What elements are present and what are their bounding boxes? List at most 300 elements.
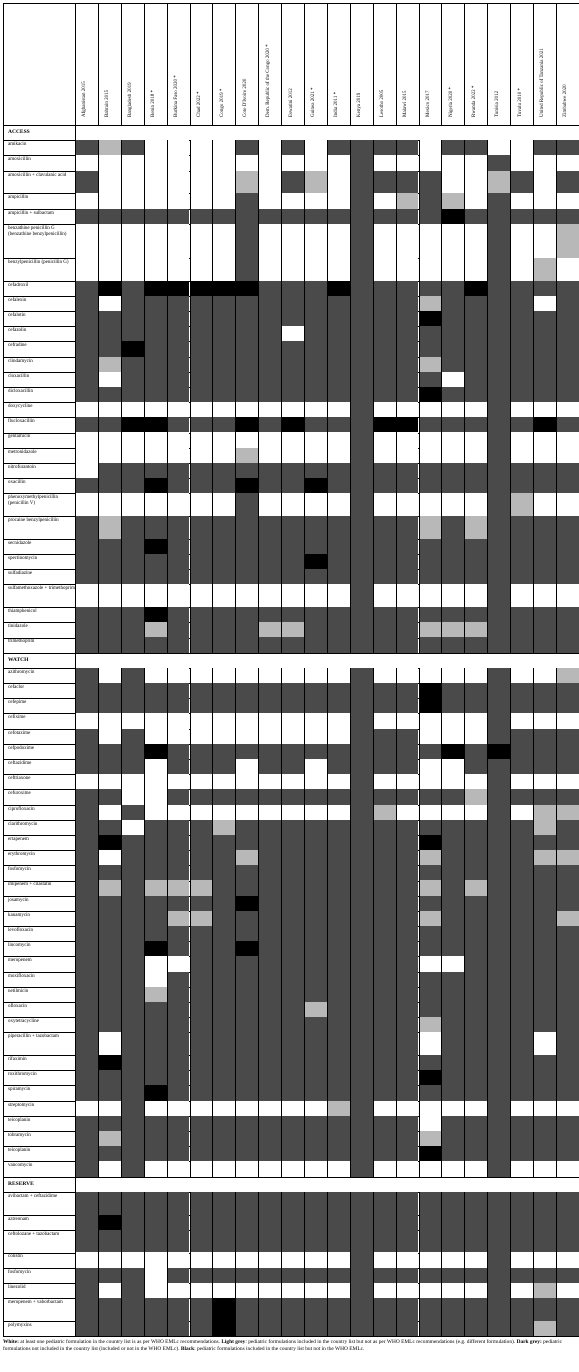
table-cell [75,880,98,895]
table-cell [75,463,98,478]
table-cell [419,357,442,372]
table-cell [373,296,396,311]
table-cell [144,880,167,895]
table-cell [533,478,556,493]
table-cell [487,713,510,728]
table-cell [350,584,373,607]
table-cell [167,1230,190,1253]
table-cell [212,224,235,258]
table-cell [419,258,442,281]
table-cell [212,1230,235,1253]
table-cell [258,224,281,258]
table-cell [98,805,121,820]
table-cell [304,698,327,713]
table-cell [419,341,442,356]
table-cell [144,171,167,194]
table-cell [75,1321,98,1336]
table-cell [419,311,442,326]
table-cell [258,554,281,569]
table-cell [258,569,281,584]
table-cell [304,417,327,432]
table-cell [327,774,350,789]
table-cell [556,607,579,622]
table-cell [327,729,350,744]
table-cell [190,1283,213,1298]
table-cell [235,911,258,926]
drug-label: levofloxacin [8,928,33,933]
table-cell [556,372,579,387]
table-cell [167,1283,190,1298]
table-cell [556,171,579,194]
drug-label: procaine benzylpenicillin [8,518,59,523]
table-cell [533,1101,556,1116]
table-cell [98,1017,121,1032]
table-cell [212,926,235,941]
drug-label: erythromycin [8,852,35,858]
table-cell [533,516,556,539]
table-cell [167,1055,190,1070]
table-cell [281,1268,304,1283]
table-cell [487,193,510,208]
table-cell [396,1017,419,1032]
table-cell [487,972,510,987]
table-cell [121,1131,144,1146]
table-cell [281,516,304,539]
grid-line-v [98,3,99,1336]
table-cell [419,1032,442,1055]
table-cell [533,209,556,224]
table-cell [350,850,373,865]
drug-label: gentamicin [8,434,31,440]
table-cell [190,478,213,493]
table-cell [258,539,281,554]
table-cell [190,987,213,1002]
table-cell [441,448,464,463]
grid-line-v [510,3,511,1336]
drug-label: clarithromycin [8,821,38,827]
table-cell [304,281,327,296]
table-cell [98,1055,121,1070]
table-cell [167,311,190,326]
drug-label: amoxicillin [8,157,31,163]
table-cell [373,607,396,622]
table-cell [350,941,373,956]
table-cell [327,193,350,208]
table-cell [396,1032,419,1055]
table-cell [373,880,396,895]
table-cell [98,1131,121,1146]
section-band [76,1178,578,1192]
table-cell [121,224,144,258]
table-cell [167,865,190,880]
table-cell [487,432,510,447]
table-cell [464,713,487,728]
table-cell [121,729,144,744]
table-cell [350,683,373,698]
table-cell [304,820,327,835]
table-cell [98,326,121,341]
table-cell [533,713,556,728]
table-cell [121,209,144,224]
table-cell [327,554,350,569]
table-cell [235,1321,258,1336]
table-cell [144,668,167,683]
table-cell [327,607,350,622]
table-cell [281,171,304,194]
table-cell [235,326,258,341]
drug-label: metronidazole [8,449,37,455]
table-cell [75,744,98,759]
table-cell [304,402,327,417]
table-cell [350,341,373,356]
table-cell [190,402,213,417]
table-cell [556,296,579,311]
table-cell [144,1116,167,1131]
grid-line-v [212,3,213,1336]
table-cell [327,713,350,728]
table-cell [304,1321,327,1336]
table-cell [464,1032,487,1055]
table-cell [464,972,487,987]
table-cell [419,668,442,683]
table-cell [464,850,487,865]
table-cell [396,1116,419,1131]
table-cell [533,774,556,789]
table-cell [441,1055,464,1070]
table-cell [235,622,258,637]
table-cell [556,539,579,554]
country-header [373,3,396,125]
table-cell [167,296,190,311]
table-cell [167,926,190,941]
table-cell [350,1215,373,1230]
table-cell [327,140,350,155]
table-cell [441,835,464,850]
table-cell [441,1085,464,1100]
table-cell [350,357,373,372]
table-cell [350,311,373,326]
table-cell [98,865,121,880]
table-cell [510,372,533,387]
table-cell [327,956,350,971]
table-cell [235,1017,258,1032]
table-cell [510,850,533,865]
table-cell [510,569,533,584]
table-cell [419,805,442,820]
table-cell [98,896,121,911]
table-cell [235,341,258,356]
table-cell [327,1131,350,1146]
table-cell [281,835,304,850]
table-cell [258,774,281,789]
table-cell [304,880,327,895]
table-cell [144,607,167,622]
table-cell [350,387,373,402]
table-cell [373,584,396,607]
table-cell [98,713,121,728]
table-cell [419,865,442,880]
table-cell [258,402,281,417]
table-cell [464,1131,487,1146]
table-cell [327,417,350,432]
table-cell [533,539,556,554]
table-cell [487,584,510,607]
table-cell [75,1298,98,1321]
table-cell [464,637,487,652]
table-cell [419,193,442,208]
table-cell [167,941,190,956]
section-band [76,654,578,668]
table-cell [373,896,396,911]
table-cell [304,805,327,820]
table-cell [144,140,167,155]
table-cell [556,729,579,744]
table-cell [144,493,167,516]
table-cell [373,193,396,208]
table-cell [373,281,396,296]
table-cell [167,171,190,194]
table-cell [419,622,442,637]
table-cell [281,372,304,387]
table-cell [510,193,533,208]
table-cell [98,209,121,224]
table-cell [327,155,350,170]
table-cell [327,281,350,296]
table-cell [212,698,235,713]
table-cell [144,1268,167,1283]
table-cell [258,417,281,432]
table-cell [98,478,121,493]
table-cell [121,387,144,402]
table-cell [98,972,121,987]
table-cell [167,1085,190,1100]
table-cell [167,1101,190,1116]
table-cell [350,774,373,789]
table-cell [212,516,235,539]
table-cell [190,140,213,155]
table-cell [510,1085,533,1100]
table-cell [190,224,213,258]
table-cell [464,698,487,713]
table-cell [350,209,373,224]
table-cell [167,820,190,835]
table-cell [373,956,396,971]
table-cell [350,224,373,258]
table-cell [98,744,121,759]
table-cell [373,1321,396,1336]
table-cell [373,417,396,432]
table-cell [556,448,579,463]
table-cell [533,1032,556,1055]
table-cell [441,607,464,622]
table-cell [419,1298,442,1321]
table-cell [350,296,373,311]
table-cell [487,1032,510,1055]
table-cell [441,357,464,372]
table-cell [487,1252,510,1267]
table-cell [510,1161,533,1176]
drug-label: nitrofurantoin [8,464,36,470]
table-cell [556,1070,579,1085]
table-cell [396,668,419,683]
table-cell [304,209,327,224]
table-cell [98,911,121,926]
table-cell [212,774,235,789]
table-cell [144,622,167,637]
table-cell [396,372,419,387]
legend-black-text: : pediatric formulations included in the country list but not in the WHO EMLc. [194,1346,365,1352]
drug-label: clindamycin [8,358,33,364]
table-cell [373,698,396,713]
table-cell [304,729,327,744]
table-cell [235,1131,258,1146]
table-cell [441,224,464,258]
table-cell [121,357,144,372]
table-cell [464,193,487,208]
table-cell [121,941,144,956]
table-cell [281,668,304,683]
table-cell [167,448,190,463]
table-cell [419,281,442,296]
table-cell [396,478,419,493]
table-cell [121,1321,144,1336]
table-cell [304,668,327,683]
table-cell [190,683,213,698]
table-cell [327,1146,350,1161]
table-cell [144,1085,167,1100]
table-cell [98,539,121,554]
table-cell [75,1116,98,1131]
legend-white-term: White: [3,1339,19,1345]
table-cell [464,402,487,417]
table-cell [396,569,419,584]
table-cell [464,357,487,372]
table-cell [441,972,464,987]
table-cell [190,1298,213,1321]
table-cell [235,1085,258,1100]
table-cell [510,941,533,956]
table-cell [235,539,258,554]
table-cell [281,1252,304,1267]
table-cell [533,1192,556,1215]
table-cell [304,387,327,402]
table-cell [190,516,213,539]
table-cell [304,554,327,569]
table-cell [121,1283,144,1298]
table-cell [281,820,304,835]
drug-label: aztreonam [8,1216,29,1222]
table-cell [441,805,464,820]
table-cell [235,774,258,789]
table-cell [304,622,327,637]
table-cell [464,774,487,789]
grid-line-v [3,3,4,1336]
table-cell [556,1230,579,1253]
table-cell [212,417,235,432]
table-cell [75,683,98,698]
drug-label: piperacillin + tazobactam [8,1034,59,1040]
table-cell [167,140,190,155]
table-cell [373,805,396,820]
table-cell [212,478,235,493]
country-header-label: Guinea 2021 * [311,87,317,117]
table-cell [258,729,281,744]
table-cell [396,729,419,744]
table-cell [121,835,144,850]
table-cell [396,1055,419,1070]
table-cell [235,789,258,804]
table-cell [144,155,167,170]
table-cell [235,1283,258,1298]
table-cell [75,1146,98,1161]
table-cell [373,569,396,584]
drug-label: cefepime [8,700,27,706]
table-cell [441,155,464,170]
table-cell [212,341,235,356]
table-cell [121,1055,144,1070]
drug-label: streptomycin [8,1102,35,1108]
table-cell [419,774,442,789]
table-cell [144,224,167,258]
table-cell [419,987,442,1002]
table-cell [350,926,373,941]
drug-label: sulfamethoxazole + trimethoprim [8,586,75,592]
table-cell [121,1161,144,1176]
table-cell [373,387,396,402]
table-cell [510,1252,533,1267]
table-cell [144,911,167,926]
drug-label: polymyxins [8,1322,32,1328]
table-cell [419,1161,442,1176]
table-cell [419,729,442,744]
table-cell [212,1131,235,1146]
table-cell [98,759,121,774]
table-cell [464,432,487,447]
table-cell [190,1161,213,1176]
table-cell [304,1017,327,1032]
table-cell [441,1252,464,1267]
table-cell [373,972,396,987]
table-cell [235,417,258,432]
table-cell [98,387,121,402]
table-cell [350,668,373,683]
table-cell [533,296,556,311]
table-cell [144,569,167,584]
table-cell [350,637,373,652]
table-cell [487,865,510,880]
table-cell [144,789,167,804]
table-cell [441,1002,464,1017]
grid-line-v [487,3,488,1336]
table-cell [235,729,258,744]
table-cell [304,607,327,622]
table-cell [258,896,281,911]
table-cell [281,463,304,478]
table-cell [190,637,213,652]
table-cell [281,987,304,1002]
table-cell [441,1192,464,1215]
table-cell [75,896,98,911]
table-cell [75,372,98,387]
table-cell [235,463,258,478]
table-cell [327,539,350,554]
table-cell [327,296,350,311]
table-cell [167,1215,190,1230]
table-cell [464,1215,487,1230]
country-header-label: Lesotho 2005 [380,89,386,117]
table-cell [281,637,304,652]
table-cell [419,1252,442,1267]
